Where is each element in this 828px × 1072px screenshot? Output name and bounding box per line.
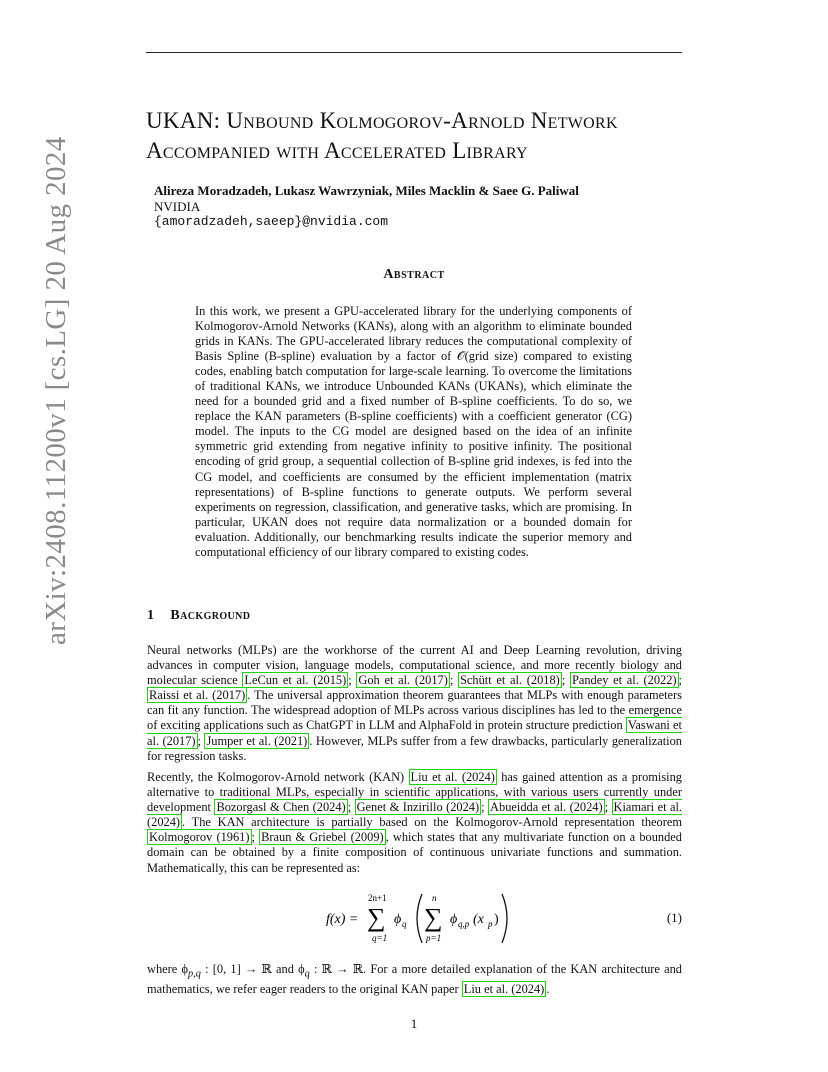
phi-qp: ϕ <box>450 912 458 927</box>
text: , which states that any multivariate function on a bounded domain can be obtained by a finite composition of continuous univariate functions and summation. Mathematically, this can be represented as: <box>147 830 682 875</box>
citation-link[interactable]: Pandey et al. (2022) <box>571 673 677 688</box>
text: ; <box>481 800 489 815</box>
arxiv-identifier-stamp: arXiv:2408.11200v1 [cs.LG] 20 Aug 2024 <box>40 136 72 645</box>
text: ; <box>251 830 260 845</box>
citation-link[interactable]: Goh et al. (2017) <box>358 673 448 688</box>
section-number: 1 <box>147 608 155 623</box>
citation-link[interactable]: Schütt et al. (2018) <box>460 673 560 688</box>
equation-lhs: f(x) = <box>326 912 359 927</box>
phi-qp-subscript: q,p <box>458 919 470 929</box>
equation-1 <box>146 888 682 950</box>
text: ; <box>449 673 459 688</box>
citation-link[interactable]: Raissi et al. (2017) <box>149 688 246 703</box>
section-heading-background <box>147 608 250 624</box>
author-list: Alireza Moradzadeh, Lukasz Wawrzyniak, Miles Macklin & Saee G. Paliwal <box>154 183 579 198</box>
citation-link[interactable]: LeCun et al. (2015) <box>244 673 347 688</box>
page-number: 1 <box>410 1016 418 1031</box>
right-big-paren <box>502 894 507 943</box>
left-big-paren <box>417 894 422 943</box>
citation-link[interactable]: Kolmogorov (1961) <box>149 830 250 845</box>
text: . <box>546 981 550 996</box>
citation-link[interactable]: Vaswani et al. (2017) <box>147 718 682 748</box>
argument-subscript: p <box>488 919 493 929</box>
argument-x: (x <box>473 912 484 927</box>
text: where ϕ <box>147 962 188 976</box>
affiliation: NVIDIA <box>154 199 201 214</box>
text: : [0, 1] → ℝ and ϕ <box>200 962 305 976</box>
text: : ℝ → ℝ. For a more detailed explanation of the KAN architecture and mathematics, we refer eager readers to the original KAN paper <box>147 962 683 996</box>
paragraph-mlps <box>147 643 682 764</box>
citation-link[interactable]: Braun & Griebel (2009) <box>261 830 384 845</box>
text: ; <box>348 673 357 688</box>
inner-sum-symbol: ∑ <box>424 903 443 932</box>
paper-title: UKAN: Unbound Kolmogorov-Arnold Network Accompanied with Accelerated Library <box>146 108 618 163</box>
text: . However, MLPs suffer from a few drawbacks, particularly generalization for regression tasks. <box>147 733 682 763</box>
citation-link[interactable]: Kiamari et al. (2024) <box>147 800 683 830</box>
phi-q-subscript: q <box>402 919 407 929</box>
author-email: {amoradzadeh,saeep}@nvidia.com <box>154 214 389 229</box>
paragraph-where <box>147 962 682 997</box>
text: has gained attention as a promising alternative to traditional MLPs, especially in scientific applications, with various users currently under development <box>147 770 683 815</box>
outer-sum-lower-limit: q=1 <box>372 933 388 943</box>
citation-link[interactable]: Abueidda et al. (2024) <box>490 800 603 815</box>
subscript: q <box>304 968 310 980</box>
text: ; <box>347 800 355 815</box>
equation-number: (1) <box>666 910 682 925</box>
text: Neural networks (MLPs) are the workhorse of the current AI and Deep Learning revolution, driving advances in computer vision, language models, computational science, and more recently biology and molecular science <box>147 643 682 688</box>
inner-sum-lower-limit: p=1 <box>426 933 442 943</box>
citation-link[interactable]: Liu et al. (2024) <box>410 770 495 784</box>
paragraph-kan <box>147 770 682 876</box>
text: ; <box>604 800 612 815</box>
argument-close: ) <box>494 912 499 927</box>
phi-q: ϕ <box>394 912 402 927</box>
equation-graphic <box>146 888 682 950</box>
text: ; <box>197 733 205 748</box>
outer-sum-upper-limit: 2n+1 <box>368 893 387 903</box>
abstract-heading: Abstract <box>383 267 445 282</box>
text: ; <box>678 673 682 688</box>
citation-link[interactable]: Liu et al. (2024) <box>463 981 545 996</box>
section-title: Background <box>170 608 251 623</box>
text: . The KAN architecture is partially based on the Kolmogorov-Arnold representation theorem <box>182 815 682 830</box>
outer-sum-symbol: ∑ <box>367 903 386 932</box>
citation-link[interactable]: Genet & Inzirillo (2024) <box>356 800 480 815</box>
citation-link[interactable]: Bozorgasl & Chen (2024) <box>216 800 346 815</box>
abstract-body: In this work, we present a GPU-accelerated library for the underlying components of Kolmogorov-Arnold Networks (KANs), along with an algorithm to eliminate bounded grids in KANs. The GPU-accelerated library reduces the computational complexity of Basis Spline (B-spline) evaluation by a factor of 𝒪(grid size) compared to existing codes, enabling batch computation for large-scale learning. To overcome the limitations of traditional KANs, we introduce Unbounded KANs (UKANs), which eliminate the need for a bounded grid and a fixed number of B-spline coefficients. To do so, we replace the KAN parameters (B-spline coefficients) with a coefficient generator (CG) model. The inputs to the CG model are designed based on the idea of an infinite symmetric grid extending from negative infinity to positive infinity. The positional encoding of grid group, a sequential collection of B-spline grid indexes, is fed into the CG model, and coefficients are consumed by the efficient implementation (matrix representations) of B-spline functions to generate outputs. We perform several experiments on regression, classification, and generative tasks, which are promising. In particular, UKAN does not require data normalization or a bounded domain for evaluation. Additionally, our benchmarking results indicate the superior memory and computational efficiency of our library compared to existing codes. <box>195 304 632 559</box>
subscript: p,q <box>188 968 201 980</box>
inner-sum-upper-limit: n <box>432 893 437 903</box>
text: Recently, the Kolmogorov-Arnold network (KAN) <box>147 770 409 784</box>
text: . The universal approximation theorem guarantees that MLPs with enough parameters can fit any function. The widespread adoption of MLPs across various disciplines has led to the emergence of exciting applications such as ChatGPT in LLM and AlphaFold in protein structure prediction <box>147 688 682 733</box>
top-rule <box>146 52 682 53</box>
citation-link[interactable]: Jumper et al. (2021) <box>206 733 308 748</box>
text: ; <box>561 673 570 688</box>
